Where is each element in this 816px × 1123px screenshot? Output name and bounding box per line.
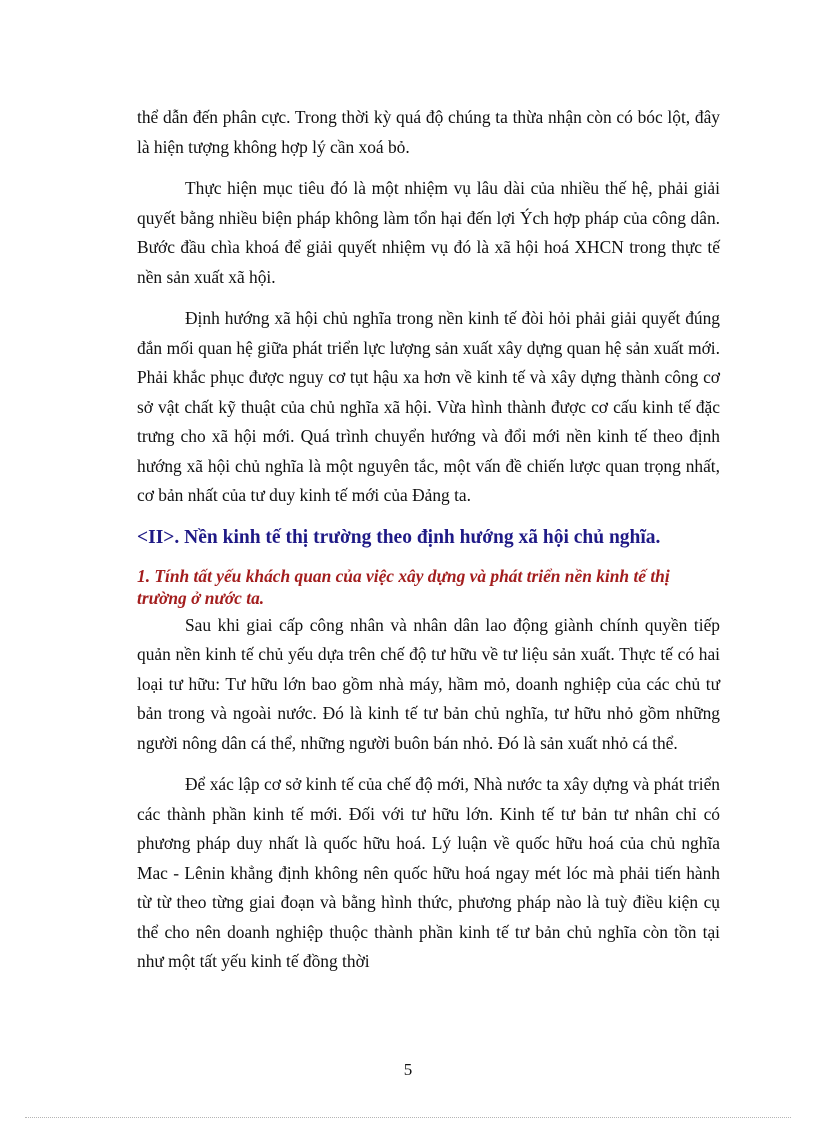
page-body bbox=[137, 103, 720, 989]
subsection-heading: 1. Tính tất yếu khách quan của việc xây dựng và phát triển nền kinh tế thị trường ở nước ta. bbox=[137, 565, 670, 608]
paragraph: Sau khi giai cấp công nhân và nhân dân lao động giành chính quyền tiếp quản nền kinh tế chủ yếu dựa trên chế độ tư hữu về tư liệu sản xuất. Thực tế có hai loại tư hữu: Tư hữu lớn bao gồm nhà máy, hầm mỏ, doanh nghiệp của các chủ tư bản trong và ngoài nước. Đó là kinh tế tư bản chủ nghĩa, tư hữu nhỏ gồm những người nông dân cá thể, những người buôn bán nhỏ. Đó là sản xuất nhỏ cá thể. bbox=[137, 614, 720, 753]
paragraph-continued: thể dẫn đến phân cực. Trong thời kỳ quá độ chúng ta thừa nhận còn có bóc lột, đây là hiện tượng không hợp lý cần xoá bỏ. bbox=[137, 107, 720, 157]
footer-divider bbox=[25, 1117, 791, 1118]
section-heading: <II>. Nền kinh tế thị trường theo định hướng xã hội chủ nghĩa. bbox=[137, 526, 661, 548]
paragraph: Để xác lập cơ sở kinh tế của chế độ mới, Nhà nước ta xây dựng và phát triển các thành phần kinh tế mới. Đối với tư hữu lớn. Kinh tế tư bản tư nhân chỉ có phương pháp duy nhất là quốc hữu hoá. Lý luận về quốc hữu hoá của chủ nghĩa Mac - Lênin khẳng định không nên quốc hữu hoá ngay mét lóc mà phải tiến hành từ từ theo từng giai đoạn và bằng hình thức, phương pháp nào là tuỳ điều kiện cụ thể cho nên doanh nghiệp thuộc thành phần kinh tế tư bản chủ nghĩa còn tồn tại như một tất yếu kinh tế đồng thời bbox=[137, 774, 720, 971]
page-number: 5 bbox=[403, 1060, 413, 1079]
paragraph: Thực hiện mục tiêu đó là một nhiệm vụ lâu dài của nhiều thế hệ, phải giải quyết bằng nhiều biện pháp không làm tổn hại đến lợi Ých hợp pháp của công dân. Bước đầu chìa khoá để giải quyết nhiệm vụ đó là xã hội hoá XHCN trong thực tế nền sản xuất xã hội. bbox=[137, 178, 720, 287]
paragraph: Định hướng xã hội chủ nghĩa trong nền kinh tế đòi hỏi phải giải quyết đúng đắn mối quan hệ giữa phát triển lực lượng sản xuất xây dựng quan hệ sản xuất mới. Phải khắc phục được nguy cơ tụt hậu xa hơn về kinh tế và xây dựng thành công cơ sở vật chất kỹ thuật của chủ nghĩa xã hội. Vừa hình thành được cơ cấu kinh tế đặc trưng cho xã hội mới. Quá trình chuyển hướng và đổi mới nền kinh tế theo định hướng xã hội chủ nghĩa là một nguyên tắc, một vấn đề chiến lược quan trọng nhất, cơ bản nhất của tư duy kinh tế mới của Đảng ta. bbox=[137, 308, 720, 505]
